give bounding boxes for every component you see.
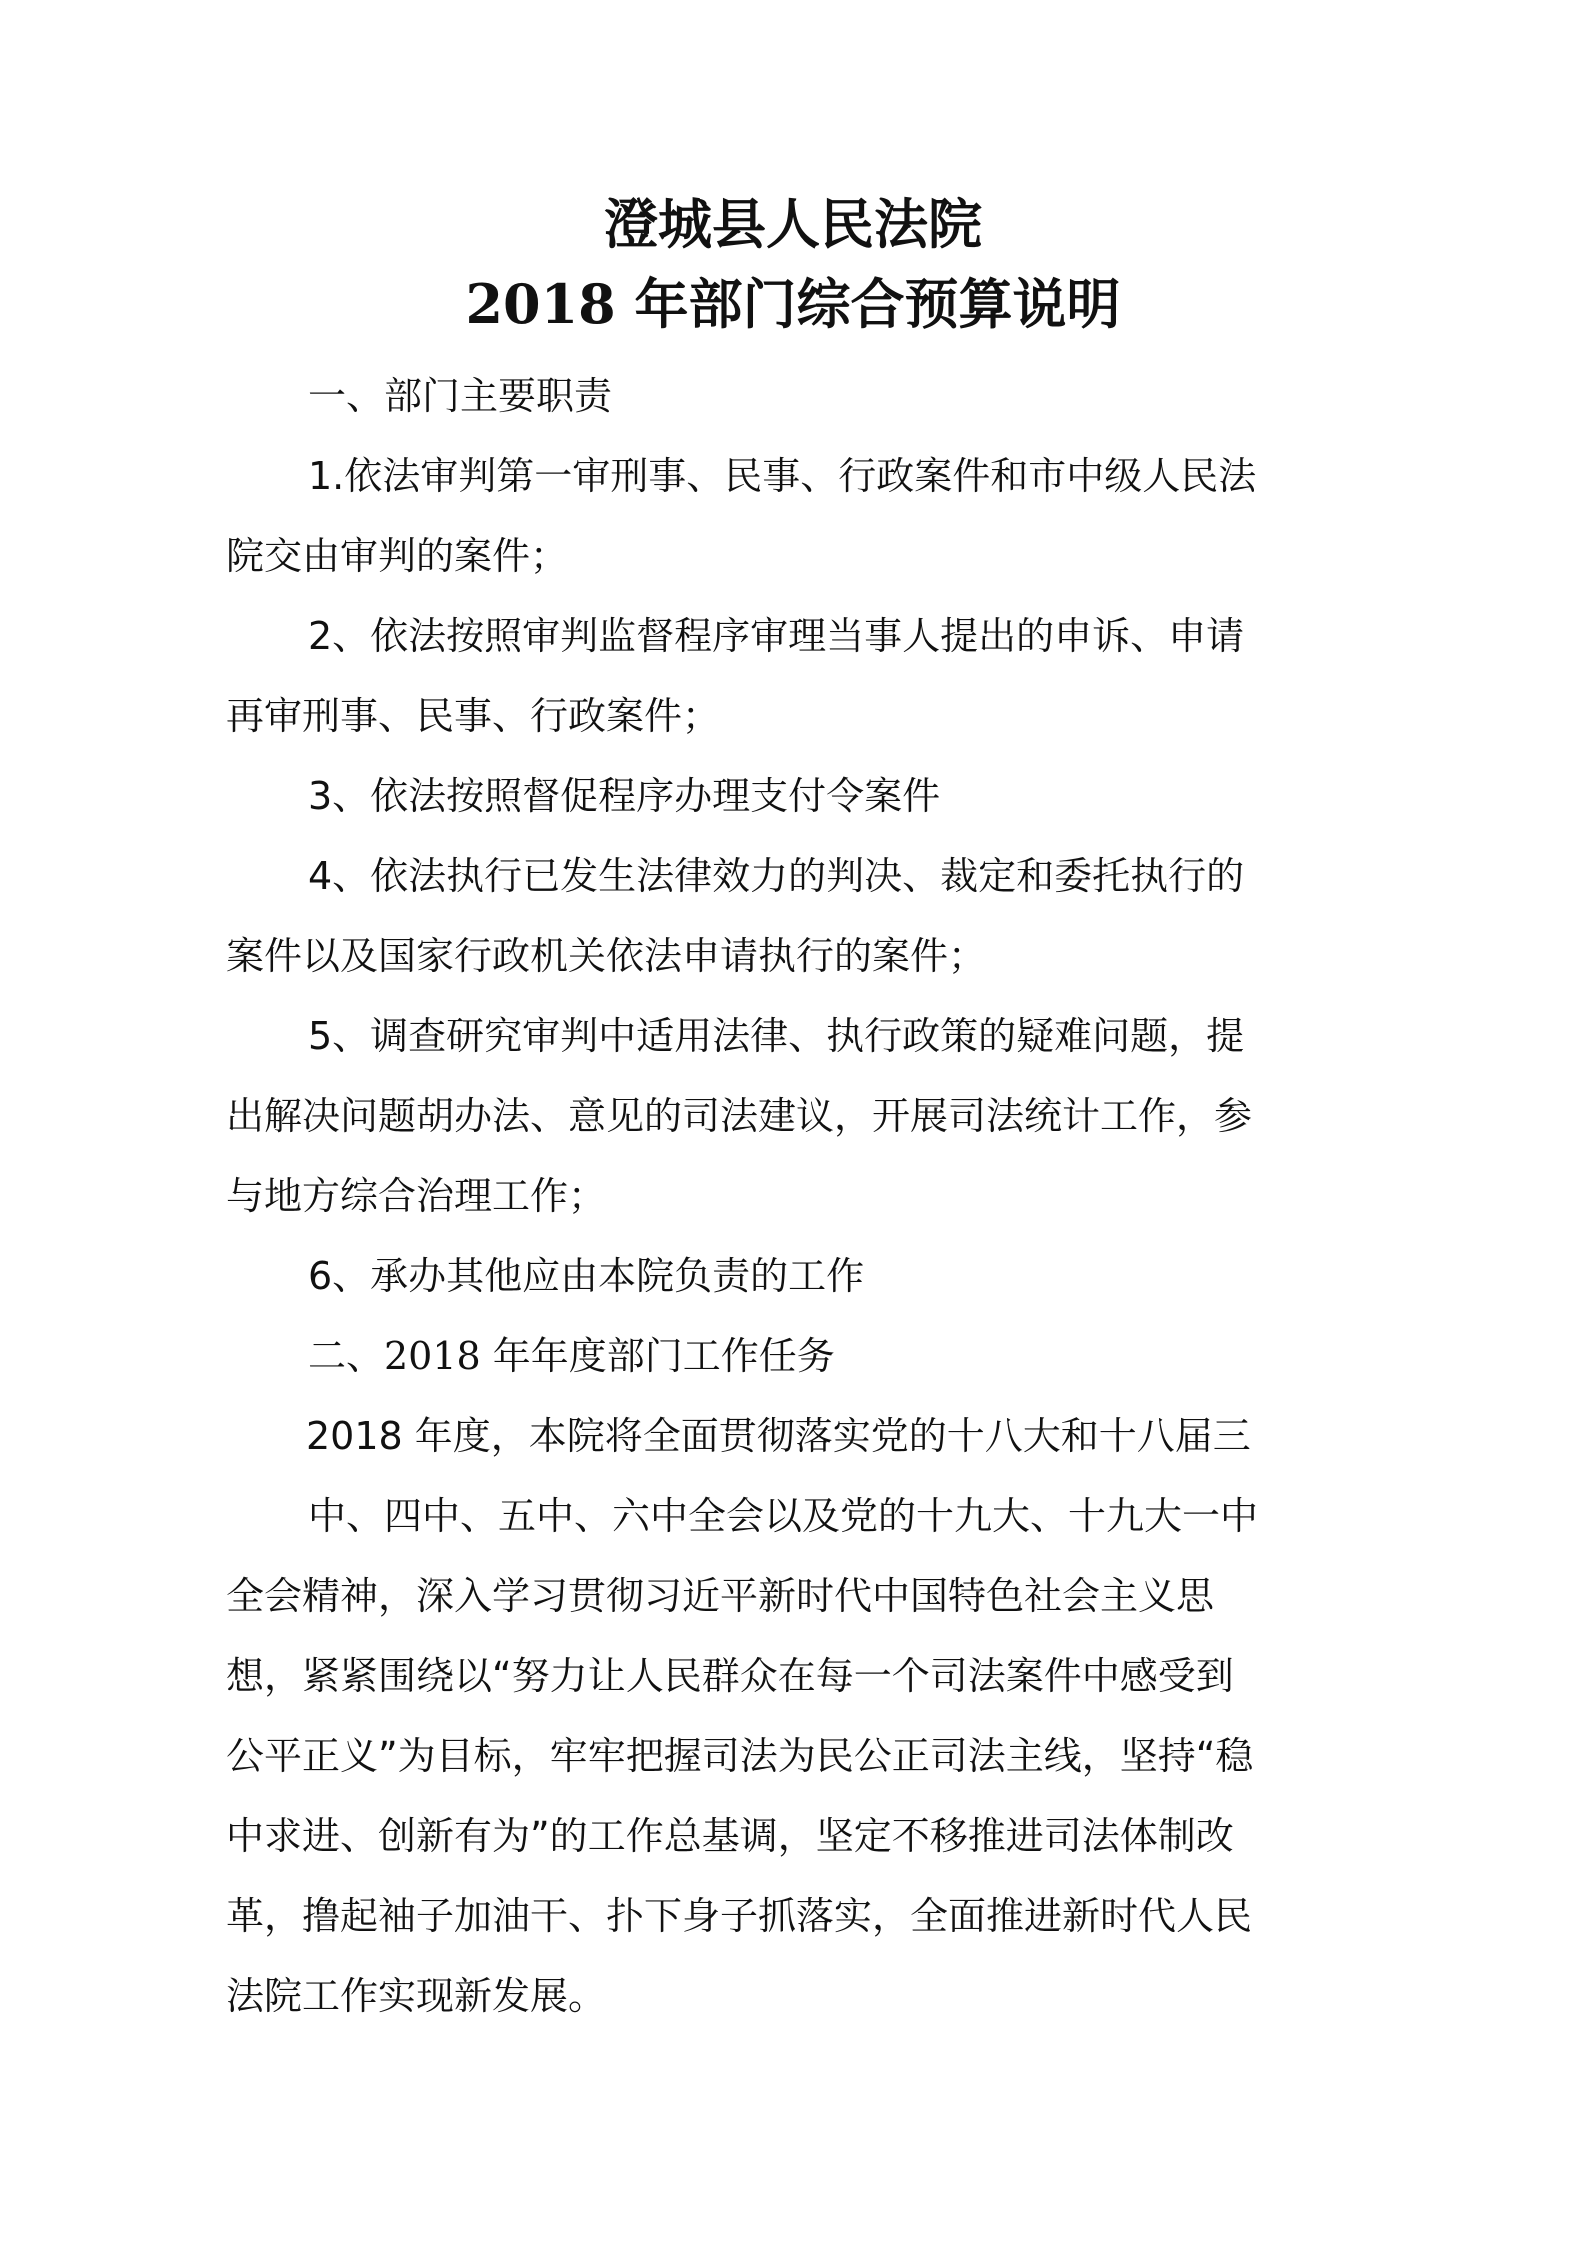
- paragraph-line: 法院工作实现新发展。: [226, 1974, 607, 2018]
- paragraph-line: 4、依法执行已发生法律效力的判决、裁定和委托执行的: [308, 854, 1245, 898]
- paragraph-line: 革，撸起袖子加油干、扑下身子抓落实，全面推进新时代人民: [226, 1894, 1253, 1938]
- paragraph-line: 全会精神，深入学习贯彻习近平新时代中国特色社会主义思: [226, 1574, 1215, 1618]
- paragraph-line: 再审刑事、民事、行政案件；: [226, 694, 721, 738]
- paragraph-line: 与地方综合治理工作；: [226, 1174, 607, 1218]
- document-title: 澄城县人民法院: [604, 192, 982, 256]
- section-heading-2: 二、2018 年年度部门工作任务: [308, 1334, 835, 1378]
- paragraph-line: 中、四中、五中、六中全会以及党的十九大、十九大一中: [308, 1494, 1259, 1538]
- paragraph-line: 想，紧紧围绕以“努力让人民群众在每一个司法案件中感受到: [226, 1654, 1234, 1698]
- paragraph-line: 中求进、创新有为”的工作总基调，坚定不移推进司法体制改: [226, 1814, 1234, 1858]
- paragraph-line: 2、依法按照审判监督程序审理当事人提出的申诉、申请: [308, 614, 1245, 658]
- paragraph-line: 3、依法按照督促程序办理支付令案件: [308, 774, 941, 818]
- paragraph-line: 案件以及国家行政机关依法申请执行的案件；: [226, 934, 987, 978]
- document-subtitle: 2018 年部门综合预算说明: [465, 272, 1121, 336]
- paragraph-line: 出解决问题胡办法、意见的司法建议，开展司法统计工作，参: [226, 1094, 1253, 1138]
- section-heading-1: 一、部门主要职责: [308, 374, 613, 418]
- paragraph-line: 5、调查研究审判中适用法律、执行政策的疑难问题，提: [308, 1014, 1245, 1058]
- paragraph-line: 6、承办其他应由本院负责的工作: [308, 1254, 865, 1298]
- paragraph-line: 院交由审判的案件；: [226, 534, 569, 578]
- paragraph-line: 1.依法审判第一审刑事、民事、行政案件和市中级人民法: [308, 454, 1257, 498]
- paragraph-line: 2018 年度，本院将全面贯彻落实党的十八大和十八届三: [306, 1414, 1251, 1458]
- paragraph-line: 公平正义”为目标，牢牢把握司法为民公正司法主线，坚持“稳: [226, 1734, 1254, 1778]
